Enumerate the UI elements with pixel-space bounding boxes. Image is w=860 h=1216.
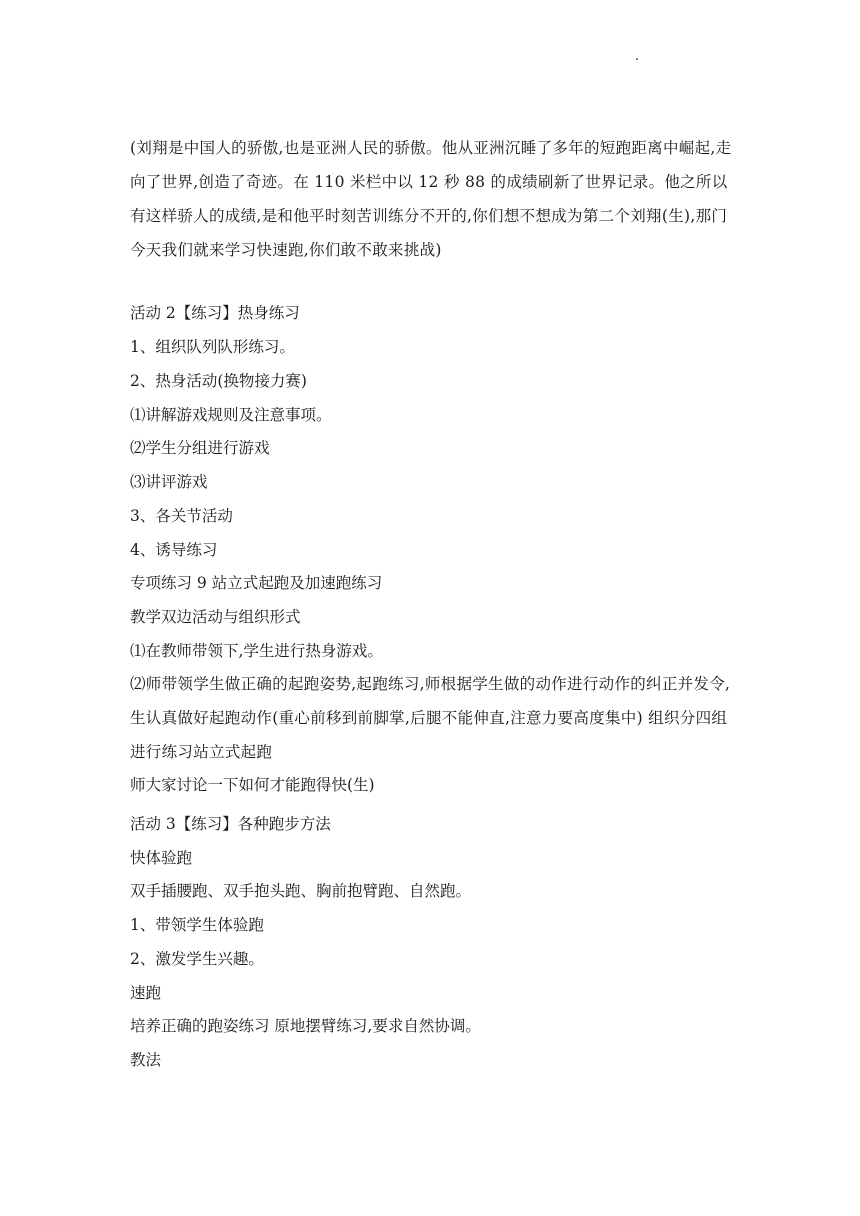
list-item: 1、组织队列队形练习。: [130, 338, 295, 356]
list-item: ⑵学生分组进行游戏: [130, 439, 270, 457]
list-item: 1、带领学生体验跑: [130, 916, 264, 934]
activity2-heading: 活动 2【练习】热身练习: [130, 304, 300, 322]
list-item: 专项练习 9 站立式起跑及加速跑练习: [130, 574, 383, 592]
activity2-paragraph: ⑵师带领学生做正确的起跑姿势,起跑练习,师根据学生做的动作进行动作的纠正并发令,生认真做好起跑动作(重心前移到前脚掌,后腿不能伸直,注意力要高度集中) 组织分四组进行练习站立式起跑: [130, 675, 731, 761]
list-item: 教法: [130, 1051, 162, 1069]
activity2-closing: 师大家讨论一下如何才能跑得快(生): [130, 776, 375, 794]
list-item: 培养正确的跑姿练习 原地摆臂练习,要求自然协调。: [130, 1017, 481, 1035]
header-dot: [636, 58, 638, 60]
list-item: ⑴在教师带领下,学生进行热身游戏。: [130, 642, 383, 660]
list-item: 教学双边活动与组织形式: [130, 608, 301, 626]
list-item: 3、各关节活动: [130, 507, 233, 525]
list-item: 快体验跑: [130, 849, 193, 867]
activity3-heading: 活动 3【练习】各种跑步方法: [130, 815, 331, 833]
list-item: 双手插腰跑、双手抱头跑、胸前抱臂跑、自然跑。: [130, 882, 472, 900]
intro-paragraph: (刘翔是中国人的骄傲,也是亚洲人民的骄傲。他从亚洲沉睡了多年的短跑距离中崛起,走向了世界,创造了奇迹。在 110 米栏中以 12 秒 88 的成绩刷新了世界记录。他之所以有这样骄人的成绩,是和他平时刻苦训练分不开的,你们想不想成为第二个刘翔(生),那门今天我们就来学习快速跑,你们敢不敢来挑战): [130, 139, 732, 259]
list-item: ⑶讲评游戏: [130, 473, 208, 491]
list-item: 4、诱导练习: [130, 541, 218, 559]
list-item: 2、热身活动(换物接力赛): [130, 372, 307, 390]
list-item: ⑴讲解游戏规则及注意事项。: [130, 406, 332, 424]
list-item: 2、激发学生兴趣。: [130, 950, 264, 968]
list-item: 速跑: [130, 984, 162, 1002]
